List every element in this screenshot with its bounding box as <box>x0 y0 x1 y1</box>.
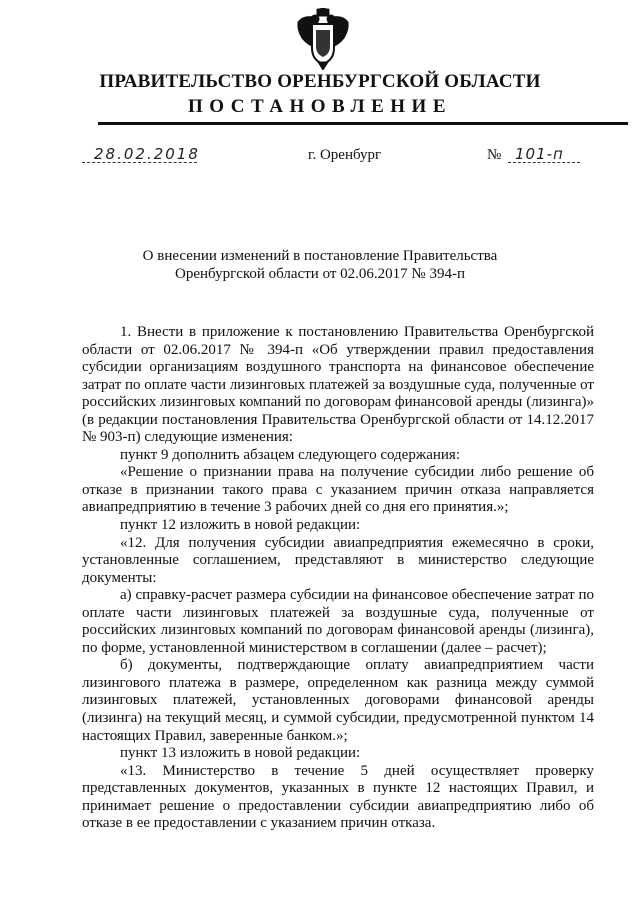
government-title: ПРАВИТЕЛЬСТВО ОРЕНБУРГСКОЙ ОБЛАСТИ <box>99 71 541 92</box>
document-subject <box>0 247 640 283</box>
subject-line-2: Оренбургской области от 02.06.2017 № 394-п <box>174 266 466 282</box>
number-sign: № <box>487 147 502 163</box>
header-divider <box>98 122 628 125</box>
paragraph-9: «13. Министерство в течение 5 дней осуществляет проверку представленных документов, указанных в пункте 12 настоящих Правил, и принимает решение о предоставлении субсидии авиапредприятию либо об отказе в ее предоставлении с указанием причин отказа. <box>82 762 594 832</box>
subject-line-1: О внесении изменений в постановление Правительства <box>142 248 498 264</box>
paragraph-3: «Решение о признании права на получение субсидии либо решение об отказе в признании такого права с указанием причин отказа направляется авиапредприятию в течение 3 рабочих дней со дня его принятия.»; <box>82 464 594 516</box>
paragraph-2: пункт 9 дополнить абзацем следующего содержания: <box>120 446 460 463</box>
paragraph-6: а) справку-расчет размера субсидии на финансовое обеспечение затрат по оплате части лизинговых платежей за воздушные суда, полученные от российских лизинговых компаний по договорам финансовой аренды (лизинга), по форме, установленной министерством в соглашении (далее – расчет); <box>82 587 594 656</box>
date-underline <box>82 162 197 163</box>
document-type: ПОСТАНОВЛЕНИЕ <box>187 96 453 117</box>
paragraph-5: «12. Для получения субсидии авиапредприятия ежемесячно в сроки, установленные соглашением, представляют в министерство следующие документы: <box>82 534 594 586</box>
number-underline <box>508 162 580 163</box>
paragraph-1: 1. Внести в приложение к постановлению Правительства Оренбургской области от 02.06.2017 № 394-п «Об утверждении правил предоставления субсидии организациям воздушного транспорта на финансовое обеспечение затрат по оплате части лизинговых платежей за воздушные суда, полученные от российских лизинговых компаний по договорам финансовой аренды (лизинга)» (в редакции постановления Правительства Оренбургской области от 14.12.2017 № 903-п) следующие изменения: <box>82 324 594 446</box>
paragraph-7: б) документы, подтверждающие оплату авиапредприятием части лизингового платежа в размере, определенном как разница между суммой лизинговых платежей, установленных договорами финансовой аренды (лизинга) на текущий месяц, и суммой субсидии, предусмотренной пунктом 14 настоящих Правил, заверенные банком.»; <box>82 657 594 744</box>
document-body <box>82 324 594 833</box>
paragraph-4: пункт 12 изложить в новой редакции: <box>120 517 361 534</box>
document-city: г. Оренбург <box>308 147 382 163</box>
document-number: 101-п <box>515 145 564 163</box>
document-date: 28.02.2018 <box>94 145 200 163</box>
coat-of-arms-icon <box>296 8 350 70</box>
paragraph-8: пункт 13 изложить в новой редакции: <box>120 745 361 762</box>
